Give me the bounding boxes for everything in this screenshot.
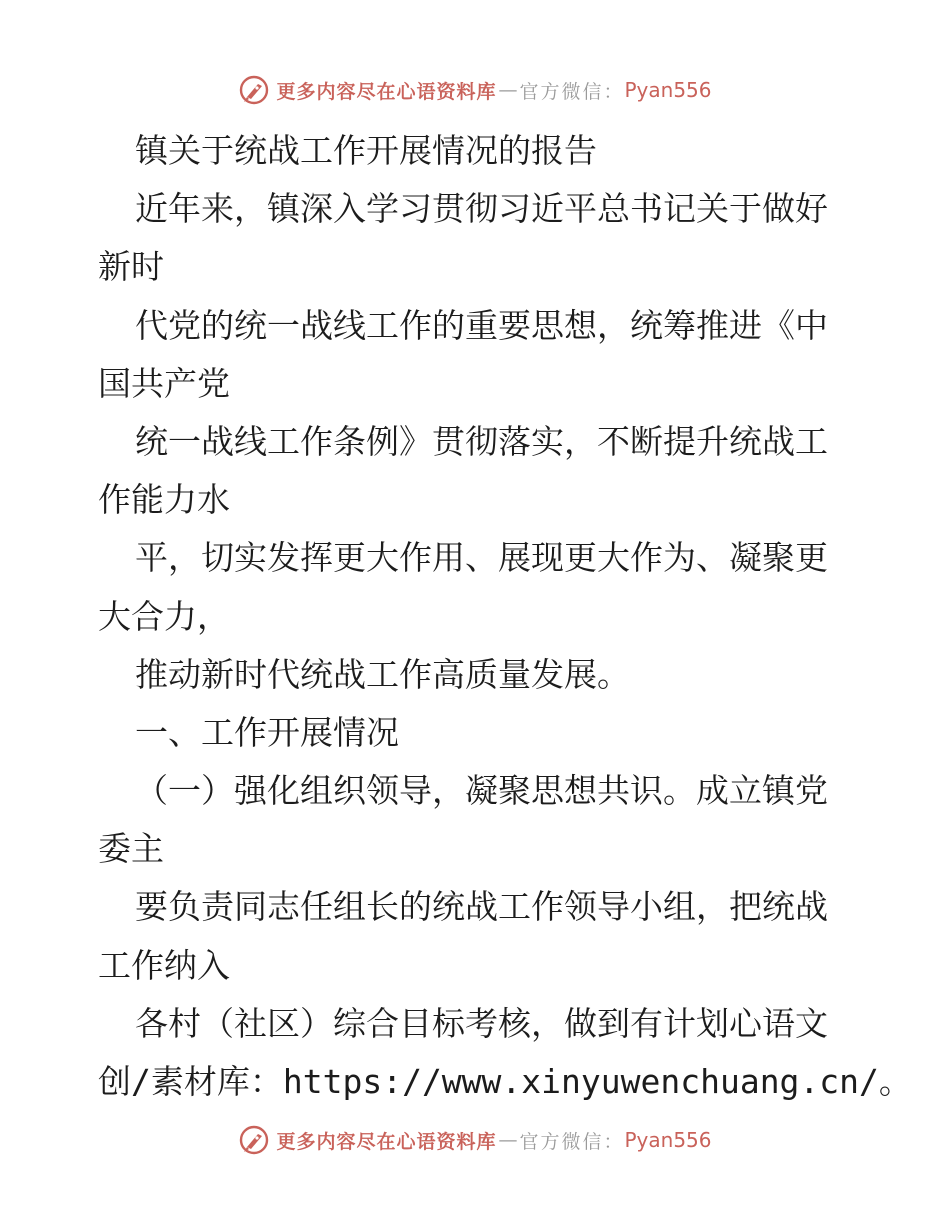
- doc-line: 代党的统一战线工作的重要思想，统筹推进《中: [135, 305, 828, 345]
- doc-line: 要负责同志任组长的统战工作领导小组，把统战: [135, 887, 828, 927]
- pen-nib-seal-icon: [238, 74, 270, 106]
- doc-url-line: 创/素材库：https://www.xinyuwenchuang.cn/。: [98, 1062, 912, 1101]
- doc-line: 新时: [98, 247, 164, 287]
- header-watermark-banner: [0, 70, 950, 110]
- banner-official-label: 官方微信：: [519, 80, 625, 103]
- doc-line: 平，切实发挥更大作用、展现更大作为、凝聚更: [135, 538, 828, 578]
- doc-line: 统一战线工作条例》贯彻落实，不断提升统战工: [135, 421, 828, 461]
- doc-line: 工作纳入: [98, 945, 230, 985]
- footer-watermark-banner: [0, 1120, 950, 1160]
- document-body: [98, 122, 912, 1111]
- doc-line: 委主: [98, 829, 164, 869]
- doc-line: 国共产党: [98, 363, 230, 403]
- doc-line: 作能力水: [98, 480, 230, 520]
- section-heading-line: 一、工作开展情况: [135, 712, 399, 752]
- doc-line: 推动新时代统战工作高质量发展。: [135, 654, 630, 694]
- doc-title-line: 镇关于统战工作开展情况的报告: [135, 131, 597, 170]
- banner-wechat-id: Pyan556: [624, 78, 712, 102]
- banner-official-label: 官方微信：: [519, 1130, 625, 1153]
- doc-line: 大合力，: [98, 596, 230, 636]
- banner-dash: —: [498, 1129, 518, 1151]
- banner-dash: —: [498, 79, 518, 101]
- doc-line: 各村（社区）综合目标考核，做到有计划心语文: [135, 1003, 828, 1043]
- banner-brand-text: 更多内容尽在心语资料库: [276, 80, 497, 103]
- subsection-heading-line: （一）强化组织领导，凝聚思想共识。成立镇党: [135, 771, 828, 811]
- doc-line: 近年来，镇深入学习贯彻习近平总书记关于做好: [135, 189, 828, 229]
- pen-nib-seal-icon: [238, 1124, 270, 1156]
- banner-wechat-id: Pyan556: [624, 1128, 712, 1152]
- banner-brand-text: 更多内容尽在心语资料库: [276, 1130, 497, 1153]
